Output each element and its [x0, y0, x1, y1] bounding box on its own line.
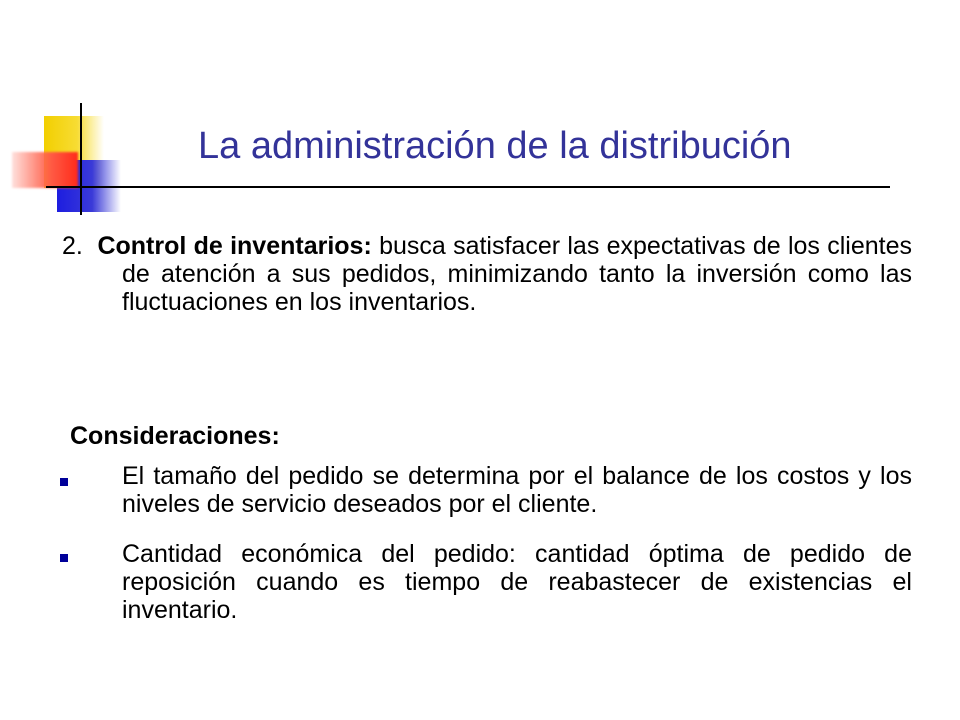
red-bar-shape: [12, 152, 78, 188]
title-underline-rule: [46, 186, 890, 188]
considerations-heading: Consideraciones:: [70, 422, 280, 450]
bullet-item: El tamaño del pedido se determina por el balance de los costos y los niveles de servicio deseados por el cliente.: [122, 462, 912, 518]
bullet-item: Cantidad económica del pedido: cantidad óptima de pedido de reposición cuando es tiempo de reabastecer de existencias el inventario.: [122, 540, 912, 624]
square-bullet-icon: [60, 478, 68, 486]
point-text: busca satisfacer las expectativas de los clientes de atención a sus pedidos, minimizando tanto la inversión como las fluctuaciones en los inventarios.: [122, 232, 912, 316]
vertical-rule: [80, 103, 82, 215]
slide-title: La administración de la distribución: [198, 125, 792, 167]
numbered-point: [62, 232, 912, 316]
square-bullet-icon: [60, 554, 68, 562]
point-term: Control de inventarios:: [97, 232, 372, 260]
point-number: 2.: [62, 232, 83, 260]
